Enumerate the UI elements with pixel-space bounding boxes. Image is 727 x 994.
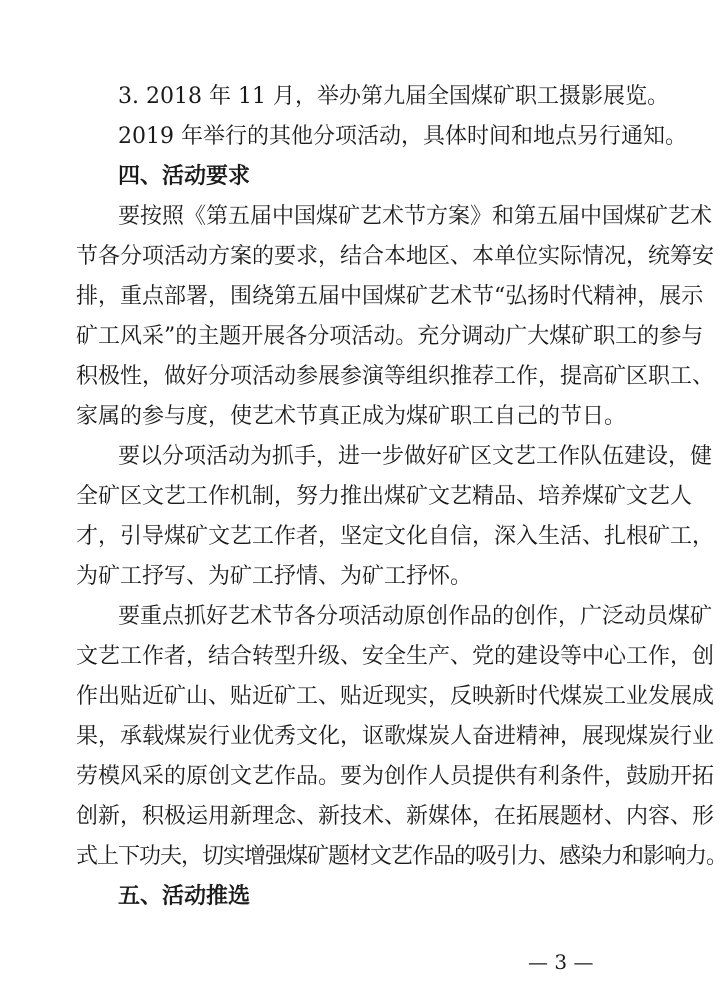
paragraph-line: 果，承载煤炭行业优秀文化，讴歌煤炭人奋进精神，展现煤炭行业 [76, 724, 715, 749]
paragraph-line: 矿工风采”的主题开展各分项活动。充分调动广大煤矿职工的参与 [76, 324, 704, 349]
paragraph-line: 积极性，做好分项活动参展参演等组织推荐工作，提高矿区职工、 [76, 364, 715, 389]
paragraph-line: 节各分项活动方案的要求，结合本地区、本单位实际情况，统筹安 [76, 244, 715, 269]
paragraph-line: 创新，积极运用新理念、新技术、新媒体，在拓展题材、内容、形 [76, 804, 715, 829]
section-heading-4: 四、活动要求 [118, 164, 251, 189]
paragraph-line: 才，引导煤矿文艺工作者，坚定文化自信，深入生活、扎根矿工， [76, 524, 715, 549]
paragraph-line: 全矿区文艺工作机制，努力推出煤矿文艺精品、培养煤矿文艺人 [76, 484, 693, 509]
section-heading-5: 五、活动推选 [118, 884, 251, 909]
paragraph-line: 式上下功夫，切实增强煤矿题材文艺作品的吸引力、感染力和影响力。 [76, 844, 727, 869]
list-item-3: 3. 2018 年 11 月，举办第九届全国煤矿职工摄影展览。 [118, 84, 669, 109]
paragraph-line: 要以分项活动为抓手，进一步做好矿区文艺工作队伍建设，健 [118, 444, 713, 469]
paragraph-line: 作出贴近矿山、贴近矿工、贴近现实，反映新时代煤炭工业发展成 [76, 684, 715, 709]
page-number: — 3 — [528, 950, 594, 974]
paragraph-line: 排，重点部署，围绕第五届中国煤矿艺术节“弘扬时代精神，展示 [76, 284, 704, 309]
paragraph-line: 要按照《第五届中国煤矿艺术节方案》和第五届中国煤矿艺术 [118, 204, 713, 229]
paragraph-line: 2019 年举行的其他分项活动，具体时间和地点另行通知。 [118, 124, 687, 149]
paragraph-line: 要重点抓好艺术节各分项活动原创作品的创作，广泛动员煤矿 [118, 604, 713, 629]
paragraph-line: 文艺工作者，结合转型升级、安全生产、党的建设等中心工作，创 [76, 644, 715, 669]
paragraph-line: 劳模风采的原创文艺作品。要为创作人员提供有利条件，鼓励开拓 [76, 764, 715, 789]
paragraph-line: 为矿工抒写、为矿工抒情、为矿工抒怀。 [76, 564, 473, 589]
paragraph-line: 家属的参与度，使艺术节真正成为煤矿职工自己的节日。 [76, 404, 627, 429]
